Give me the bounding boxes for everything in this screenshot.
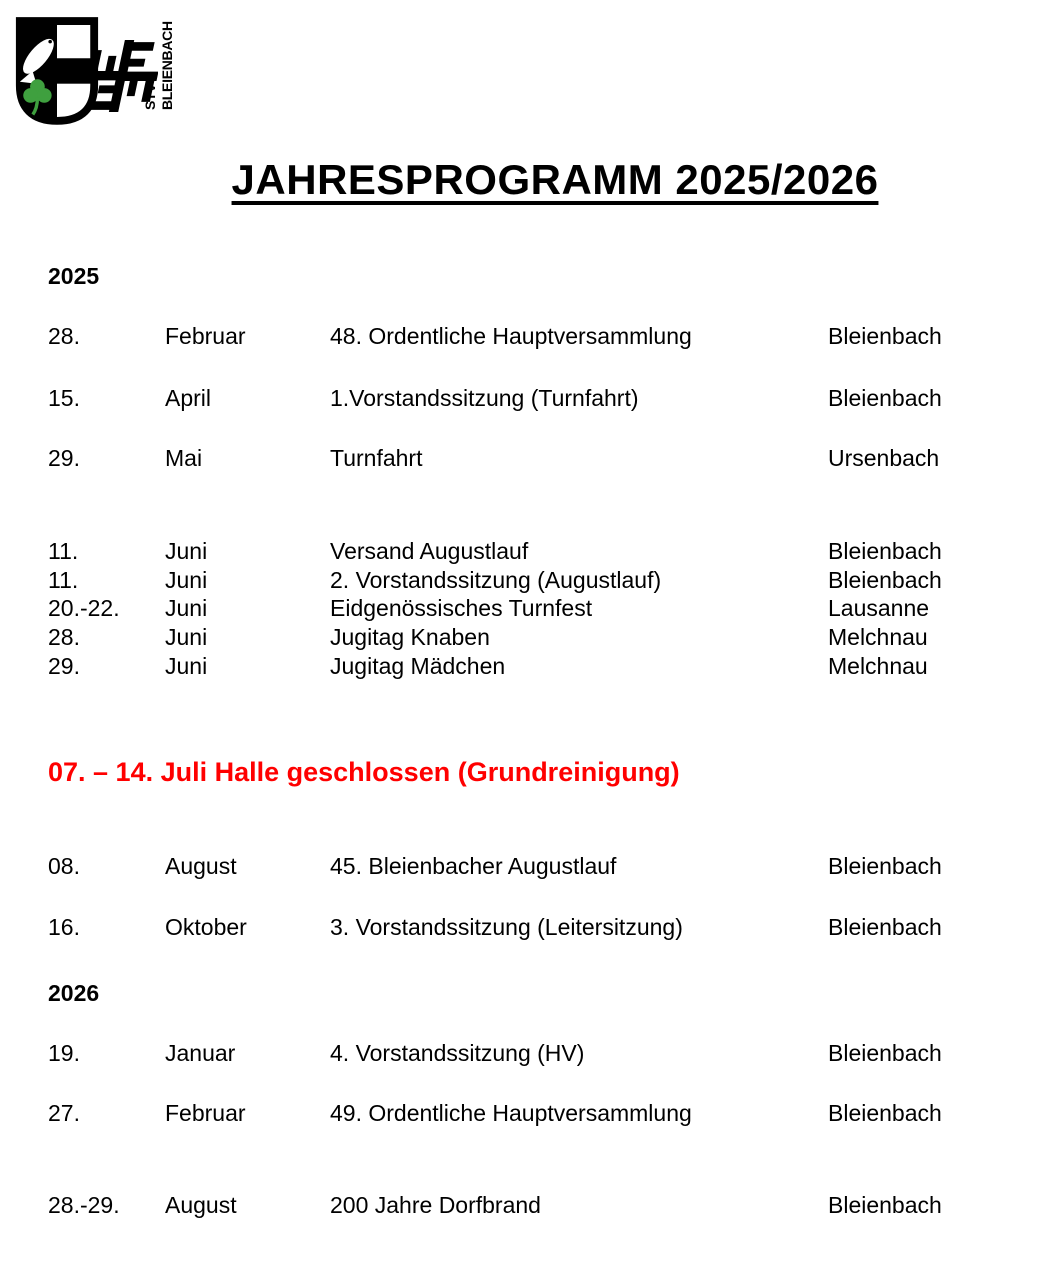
event-day: 28.: [48, 624, 80, 650]
event-month: Juni: [165, 538, 208, 564]
event-day: 19.: [48, 1040, 80, 1066]
logo-text-bleienbach: BLEIENBACH: [159, 21, 175, 110]
event-month: Januar: [165, 1040, 236, 1066]
event-month: Februar: [165, 323, 246, 349]
event-month: Juni: [165, 567, 208, 593]
event-name: 48. Ordentliche Hauptversammlung: [330, 323, 692, 349]
event-place: Bleienbach: [828, 914, 942, 940]
event-day: 28.-29.: [48, 1192, 120, 1218]
event-month: Februar: [165, 1100, 246, 1126]
event-row: [48, 1194, 1042, 1217]
event-name: 4. Vorstandssitzung (HV): [330, 1040, 585, 1066]
event-place: Bleienbach: [828, 385, 942, 411]
event-name: 2. Vorstandssitzung (Augustlauf): [330, 567, 662, 593]
event-day: 29.: [48, 653, 80, 679]
event-row: [48, 447, 1042, 470]
event-month: Juni: [165, 595, 208, 621]
page-title: JAHRESPROGRAMM 2025/2026: [231, 156, 879, 203]
event-name: 1.Vorstandssitzung (Turnfahrt): [330, 385, 639, 411]
event-day: 11.: [48, 567, 79, 593]
event-row: [48, 1042, 1042, 1065]
event-row: [48, 325, 1042, 348]
event-place: Bleienbach: [828, 853, 942, 879]
event-place: Bleienbach: [828, 567, 942, 593]
event-day: 08.: [48, 853, 80, 879]
event-place: Lausanne: [828, 595, 930, 621]
event-row: [48, 916, 1042, 939]
event-row: [48, 569, 1042, 592]
logo-text-stv: STV: [142, 83, 158, 110]
event-place: Melchnau: [828, 653, 928, 679]
year-heading-2025: 2025: [48, 263, 100, 289]
event-place: Bleienbach: [828, 323, 942, 349]
hall-closure-notice: 07. – 14. Juli Halle geschlossen (Grundreinigung): [48, 757, 680, 787]
event-month: April: [165, 385, 212, 411]
event-name: 3. Vorstandssitzung (Leitersitzung): [330, 914, 683, 940]
event-place: Melchnau: [828, 624, 928, 650]
event-day: 28.: [48, 323, 80, 349]
event-place: Ursenbach: [828, 445, 940, 471]
event-name: Eidgenössisches Turnfest: [330, 595, 593, 621]
event-row: [48, 1102, 1042, 1125]
event-row: [48, 855, 1042, 878]
event-place: Bleienbach: [828, 1192, 942, 1218]
event-name: Turnfahrt: [330, 445, 423, 471]
event-row: [48, 626, 1042, 649]
event-name: Jugitag Mädchen: [330, 653, 506, 679]
event-name: Jugitag Knaben: [330, 624, 490, 650]
year-heading-2026: 2026: [48, 980, 100, 1006]
event-month: Juni: [165, 624, 208, 650]
event-day: 29.: [48, 445, 80, 471]
club-logo: [12, 14, 197, 128]
event-row: [48, 540, 1042, 563]
event-day: 16.: [48, 914, 80, 940]
event-day: 15.: [48, 385, 80, 411]
event-name: 45. Bleienbacher Augustlauf: [330, 853, 617, 879]
event-month: Juni: [165, 653, 208, 679]
event-row: [48, 387, 1042, 410]
event-day: 27.: [48, 1100, 80, 1126]
event-place: Bleienbach: [828, 1040, 942, 1066]
event-name: Versand Augustlauf: [330, 538, 529, 564]
event-name: 200 Jahre Dorfbrand: [330, 1192, 541, 1218]
event-month: Mai: [165, 445, 203, 471]
event-name: 49. Ordentliche Hauptversammlung: [330, 1100, 692, 1126]
event-month: August: [165, 853, 237, 879]
event-place: Bleienbach: [828, 538, 942, 564]
event-row: [48, 655, 1042, 678]
event-day: 11.: [48, 538, 79, 564]
event-day: 20.-22.: [48, 595, 120, 621]
event-month: August: [165, 1192, 237, 1218]
event-month: Oktober: [165, 914, 247, 940]
event-row: [48, 597, 1042, 620]
event-place: Bleienbach: [828, 1100, 942, 1126]
